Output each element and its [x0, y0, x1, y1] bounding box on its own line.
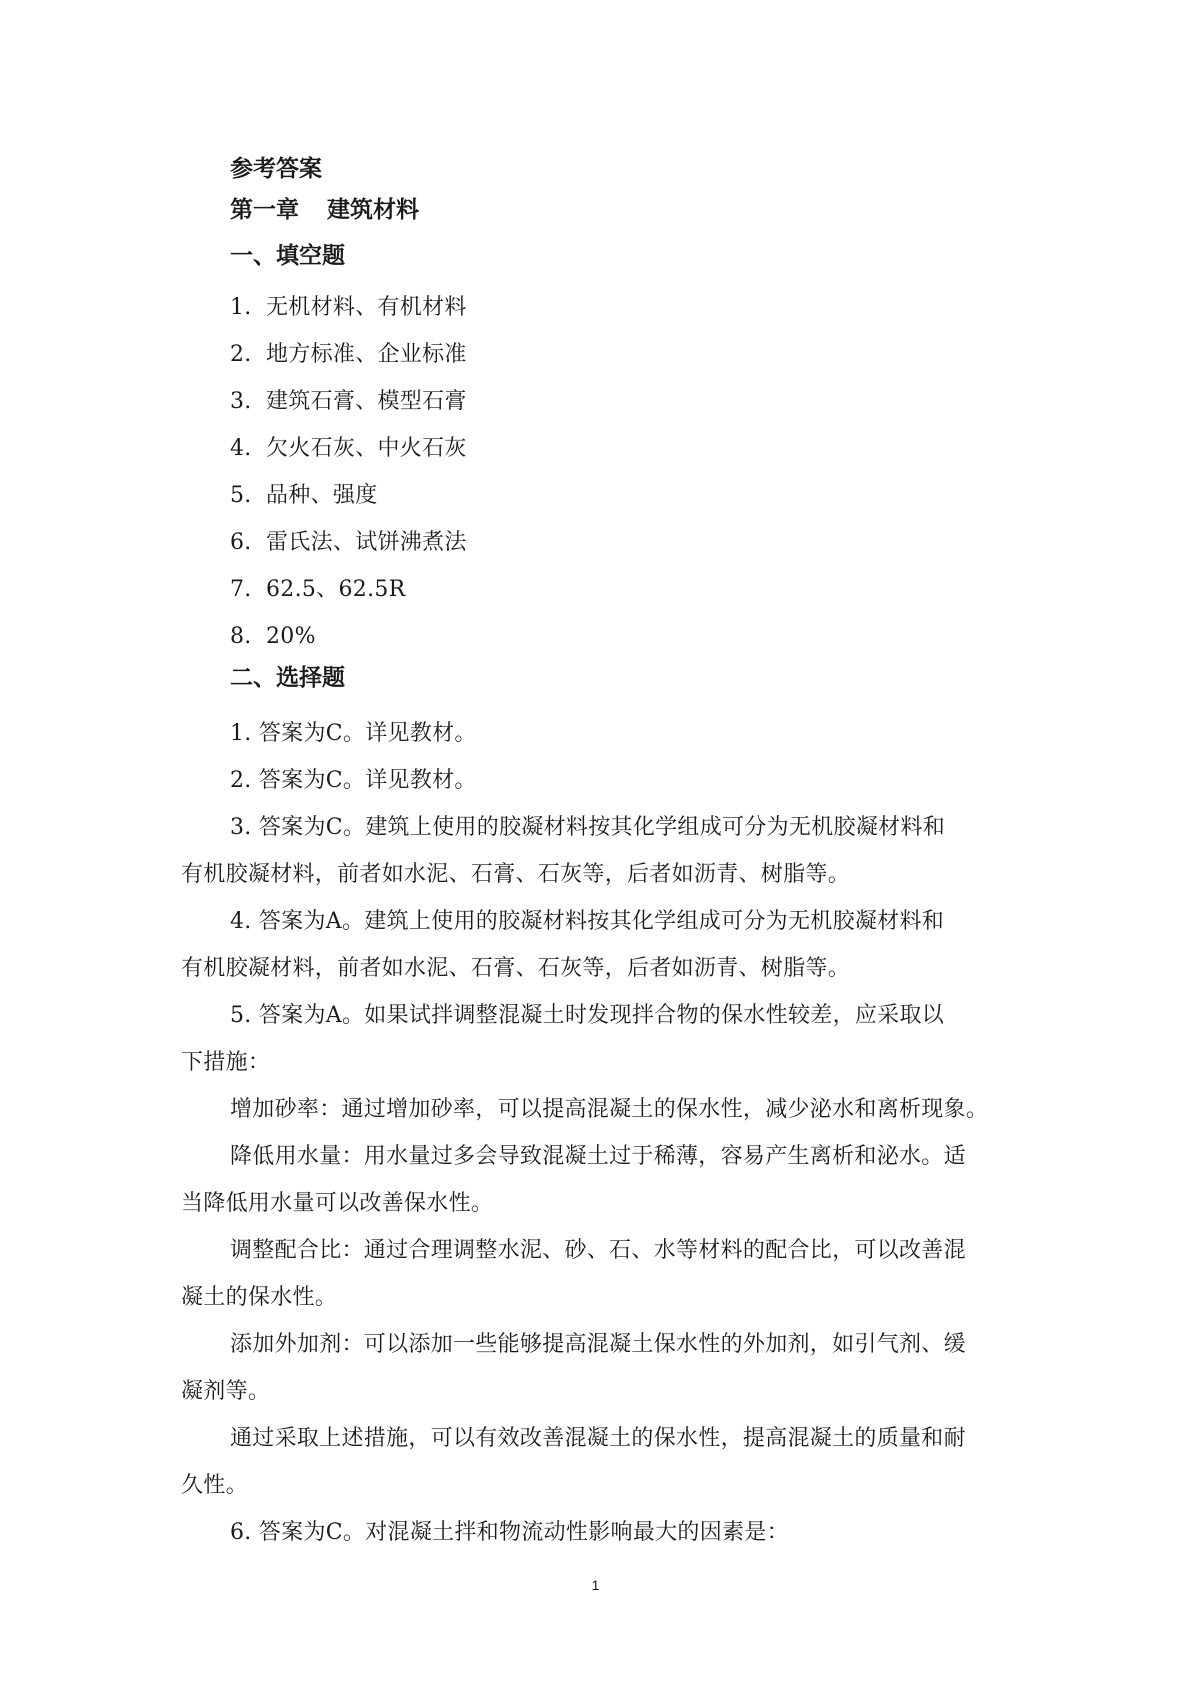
item-number: 7. [230, 577, 252, 602]
answer-line: 有机胶凝材料，前者如水泥、石膏、石灰等，后者如沥青、树脂等。 [181, 862, 851, 887]
item-number: 6. [230, 530, 252, 555]
item-text: 地方标准、企业标准 [266, 342, 467, 367]
fill-in-item [230, 575, 406, 605]
fill-in-item [230, 481, 378, 511]
answer-line: 2. 答案为C。详见教材。 [230, 768, 477, 793]
conclusion-line: 通过采取上述措施，可以有效改善混凝土的保水性，提高混凝土的质量和耐 [230, 1426, 966, 1451]
measure-line: 调整配合比：通过合理调整水泥、砂、石、水等材料的配合比，可以改善混 [230, 1238, 966, 1263]
fill-in-item [230, 293, 467, 323]
measure-line: 当降低用水量可以改善保水性。 [181, 1191, 494, 1216]
item-number: 1. [230, 295, 252, 320]
chapter-label: 第一章 [230, 197, 299, 223]
item-text: 62.5、62.5R [266, 577, 406, 602]
answer-line: 3. 答案为C。建筑上使用的胶凝材料按其化学组成可分为无机胶凝材料和 [230, 815, 946, 840]
measure-line: 凝剂等。 [181, 1379, 271, 1404]
conclusion-line: 久性。 [181, 1473, 248, 1498]
page-number: 1 [591, 1577, 600, 1593]
fill-in-item [230, 622, 316, 652]
answer-line: 下措施： [181, 1050, 271, 1075]
answer-line: 6. 答案为C。对混凝土拌和物流动性影响最大的因素是： [230, 1520, 789, 1545]
item-number: 8. [230, 624, 252, 649]
answer-line: 4. 答案为A。建筑上使用的胶凝材料按其化学组成可分为无机胶凝材料和 [230, 909, 945, 934]
chapter-name: 建筑材料 [327, 197, 419, 223]
section-fill-in-title: 一、填空题 [230, 243, 345, 269]
chapter-heading [230, 195, 419, 225]
fill-in-item [230, 434, 467, 464]
fill-in-item [230, 528, 467, 558]
answer-line: 1. 答案为C。详见教材。 [230, 721, 477, 746]
item-text: 无机材料、有机材料 [266, 295, 467, 320]
fill-in-item [230, 340, 467, 370]
item-text: 20% [266, 624, 316, 649]
answer-line: 5. 答案为A。如果试拌调整混凝土时发现拌合物的保水性较差，应采取以 [230, 1003, 945, 1028]
measure-line: 降低用水量：用水量过多会导致混凝土过于稀薄，容易产生离析和泌水。适 [230, 1144, 966, 1169]
fill-in-item [230, 387, 467, 417]
measure-line: 凝土的保水性。 [181, 1285, 338, 1310]
item-text: 品种、强度 [266, 483, 378, 508]
item-number: 2. [230, 342, 252, 367]
section-choice-title: 二、选择题 [230, 665, 345, 691]
item-number: 5. [230, 483, 252, 508]
item-number: 3. [230, 389, 252, 414]
item-text: 建筑石膏、模型石膏 [266, 389, 467, 414]
item-text: 欠火石灰、中火石灰 [266, 436, 467, 461]
item-text: 雷氏法、试饼沸煮法 [266, 530, 467, 555]
measure-line: 添加外加剂：可以添加一些能够提高混凝土保水性的外加剂，如引气剂、缓 [230, 1332, 966, 1357]
item-number: 4. [230, 436, 252, 461]
measure-line: 增加砂率：通过增加砂率，可以提高混凝土的保水性，减少泌水和离析现象。 [230, 1097, 989, 1122]
answer-line: 有机胶凝材料，前者如水泥、石膏、石灰等，后者如沥青、树脂等。 [181, 956, 851, 981]
page-title: 参考答案 [230, 156, 322, 182]
